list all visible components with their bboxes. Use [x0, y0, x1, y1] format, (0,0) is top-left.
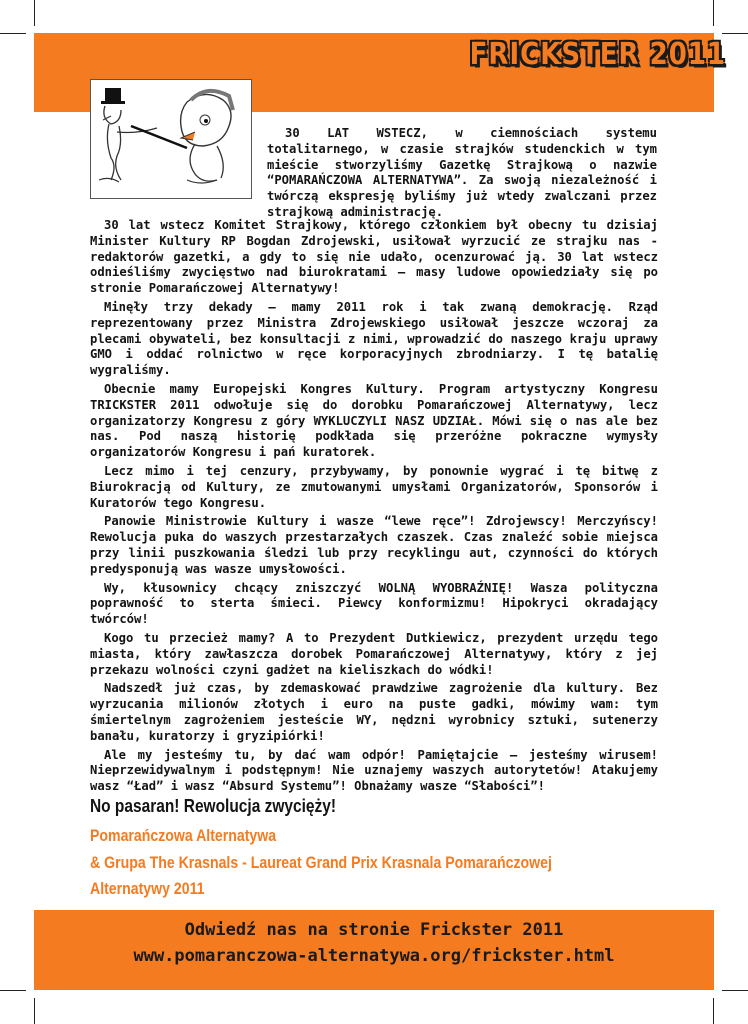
crop-mark — [34, 0, 35, 26]
crop-mark — [713, 0, 714, 26]
crop-mark — [0, 990, 26, 991]
cartoon-illustration — [90, 79, 252, 199]
paragraph: Panowie Ministrowie Kultury i wasze “lewe ręce”! Zdrojewscy! Merczyńscy! Rewolucja puka do waszych przestarzałych czaszek. Czas znaleźć sobie miejsca przy linii puszkowania śledzi lub przy recyklingu aut, czynności do których predysponują was wasze umysłowości. — [90, 514, 658, 576]
footer-url-link[interactable]: www.pomaranczowa-alternatywa.org/frickster.html — [133, 946, 615, 966]
paragraph: 30 lat wstecz Komitet Strajkowy, którego członkiem był obecny tu dzisiaj Minister Kultury RP Bogdan Zdrojewski, usiłował wyrzucić ze strajku nas - redaktorów gazetki, a gdy to się nie udało, ocenzurować ją. 30 lat wstecz odnieśliśmy zwycięstwo nad biurokratami – masy ludowe opowiedziały się po stronie Pomarańczowej Alternatywy! — [90, 218, 658, 296]
crop-mark — [722, 990, 748, 991]
crop-mark — [713, 998, 714, 1024]
crop-mark — [34, 998, 35, 1024]
paragraph: Wy, kłusownicy chcący zniszczyć WOLNĄ WYOBRAŹNIĘ! Wasza polityczna poprawność to sterta śmieci. Piewcy konformizmu! Hipokryci okradający twórców! — [90, 580, 658, 627]
slogan: No pasaran! Rewolucja zwycięży! — [90, 796, 337, 816]
footer-invite: Odwiedź nas na stronie Frickster 2011 — [184, 920, 564, 940]
paragraph: Lecz mimo i tej cenzury, przybywamy, by ponownie wygrać i tę bitwę z Biurokracją od Kultury, ze zmutowanymi umysłami Organizatorów, Sponsorów i Kuratorów tego Kongresu. — [90, 463, 658, 510]
page-title: FRICKSTER 2011 — [469, 37, 726, 73]
signature-line: Pomarańczowa Alternatywa — [90, 826, 277, 845]
signature-line: & Grupa The Krasnals - Laureat Grand Prix Krasnala Pomarańczowej — [90, 853, 552, 872]
cartoon-drawing-icon — [91, 80, 251, 198]
intro-paragraph: 30 LAT WSTECZ, w ciemnościach systemu totalitarnego, w czasie strajków studenckich w tym mieście stworzyliśmy Gazetkę Strajkową o nazwie “POMARAŃCZOWA ALTERNATYWA”. Za swoją niezależność i twórczą ekspresję byliśmy już wtedy zwalczani przez strajkową administrację. — [267, 126, 657, 219]
crop-mark — [722, 33, 748, 34]
paragraph: Minęły trzy dekady – mamy 2011 rok i tak zwaną demokrację. Rząd reprezentowany przez Ministra Zdrojewskiego usiłował jeszcze wczoraj za plecami obywateli, bez konsultacji z nimi, wprowadzić do naszego kraju uprawy GMO i oddać rolnictwo w ręce korporacyjnych zbrodniarzy. I tę batalię wygraliśmy. — [90, 299, 658, 378]
paragraph: Nadszedł już czas, by zdemaskować prawdziwe zagrożenie dla kultury. Bez wyrzucania milionów złotych i euro na puste gadki, mówimy wam: tym śmiertelnym zagrożeniem jesteście WY, nędzni wyrobnicy sztuki, sutenerzy banału, kuratorzy i gryzipiórki! — [90, 681, 658, 743]
crop-mark — [0, 33, 26, 34]
manifesto-body — [90, 218, 658, 798]
paragraph: Ale my jesteśmy tu, by dać wam odpór! Pamiętajcie – jesteśmy wirusem! Nieprzewidywalnym i podstępnym! Nie uznajemy waszych autorytetów! Atakujemy wasz “Ład” i wasz “Absurd Systemu”! Obnażamy wasze “Słabości”! — [90, 747, 658, 794]
paragraph: Obecnie mamy Europejski Kongres Kultury. Program artystyczny Kongresu TRICKSTER 2011 odwołuje się do dorobku Pomarańczowej Alternatywy, lecz organizatorzy Kongresu z góry WYKLUCZYLI NASZ UDZIAŁ. Mówi się o nas ale bez nas. Pod naszą historię podkłada się przeróżne pokraczne wymysły organizatorów Kongresu i pań kuratorek. — [90, 381, 658, 460]
signature-line: Alternatywy 2011 — [90, 879, 205, 898]
paragraph: Kogo tu przecież mamy? A to Prezydent Dutkiewicz, prezydent urzędu tego miasta, który zawłaszcza dorobek Pomarańczowej Alternatywy, który z jej przekazu wolności czyni gadżet na kieliszkach do wódki! — [90, 630, 658, 677]
